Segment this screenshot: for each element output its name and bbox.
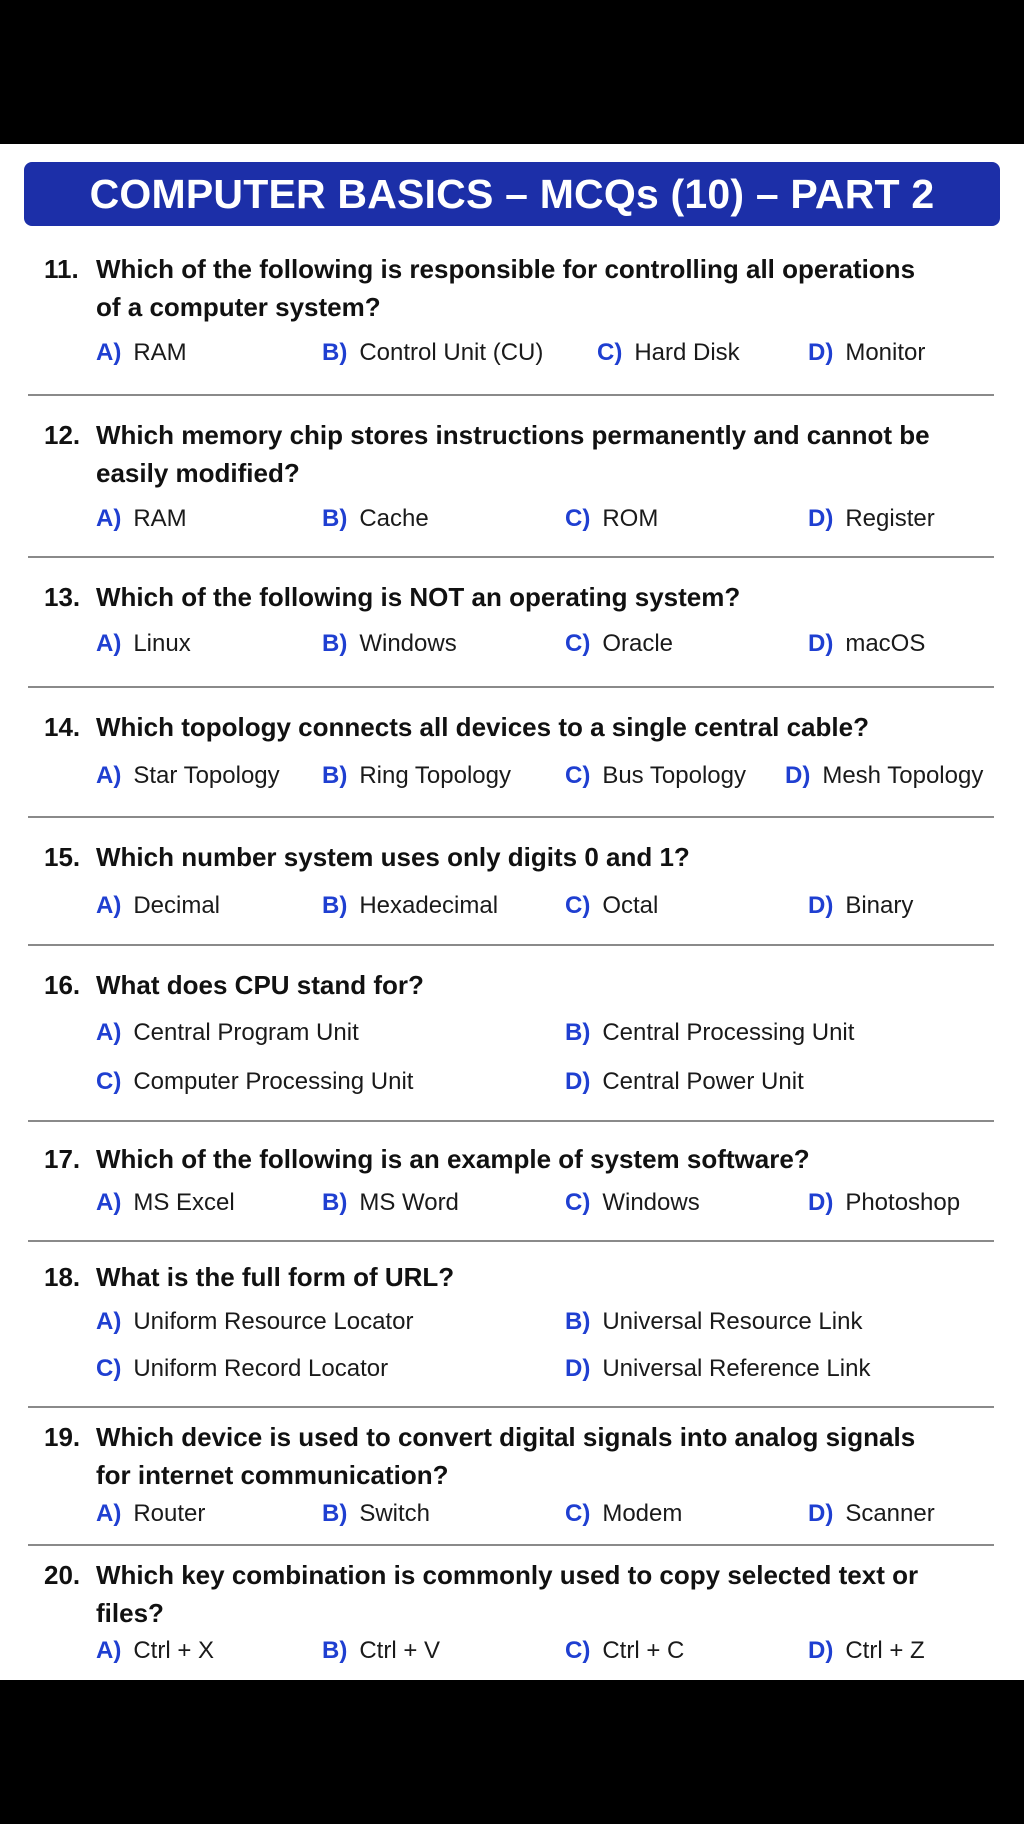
option-key: A) (96, 505, 122, 532)
option-text: ROM (602, 505, 659, 532)
question-number: 11. (44, 254, 79, 284)
option-text: Bus Topology (602, 762, 746, 789)
mcq-sheet (0, 144, 1024, 1680)
divider (28, 1240, 994, 1242)
option-text: Central Processing Unit (602, 1019, 855, 1046)
option-c[interactable] (565, 760, 746, 792)
divider (28, 944, 994, 946)
option-b[interactable] (322, 337, 543, 369)
question-text: Which of the following is responsible for controlling all operations of a computer system? (96, 254, 916, 322)
question-text: Which of the following is an example of system software? (96, 1144, 810, 1174)
question-number: 17. (44, 1144, 81, 1174)
question-number: 20. (44, 1560, 81, 1590)
option-text: Router (133, 1500, 206, 1527)
option-d[interactable] (808, 1635, 925, 1667)
option-text: Ctrl + C (602, 1637, 685, 1664)
option-key: C) (565, 505, 591, 532)
option-b[interactable] (322, 760, 511, 792)
option-text: Ctrl + Z (845, 1637, 925, 1664)
option-key: B) (322, 630, 348, 657)
option-a[interactable] (96, 1635, 214, 1667)
option-key: A) (96, 630, 122, 657)
option-text: RAM (133, 505, 187, 532)
option-c[interactable] (565, 1635, 684, 1667)
option-key: B) (322, 505, 348, 532)
option-text: Photoshop (845, 1189, 961, 1216)
option-text: Central Power Unit (602, 1068, 804, 1095)
question-number: 15. (44, 842, 81, 872)
option-key: A) (96, 339, 122, 366)
option-key: B) (322, 1637, 348, 1664)
option-key: A) (96, 1637, 122, 1664)
option-key: D) (808, 1637, 834, 1664)
option-b[interactable] (565, 1017, 854, 1049)
option-a[interactable] (96, 1017, 359, 1049)
option-a[interactable] (96, 760, 280, 792)
divider (28, 1120, 994, 1122)
option-text: Control Unit (CU) (359, 339, 544, 366)
option-d[interactable] (565, 1353, 870, 1385)
option-text: Cache (359, 505, 429, 532)
divider (28, 1544, 994, 1546)
option-c[interactable] (565, 890, 658, 922)
option-c[interactable] (565, 1498, 682, 1530)
divider (28, 1406, 994, 1408)
option-key: D) (808, 505, 834, 532)
option-text: Computer Processing Unit (133, 1068, 414, 1095)
option-key: D) (808, 339, 834, 366)
option-text: Central Program Unit (133, 1019, 359, 1046)
option-key: D) (808, 892, 834, 919)
divider (28, 686, 994, 688)
option-a[interactable] (96, 337, 187, 369)
question-number: 12. (44, 420, 81, 450)
option-text: macOS (845, 630, 926, 657)
option-d[interactable] (808, 890, 913, 922)
option-text: Ctrl + X (133, 1637, 215, 1664)
option-c[interactable] (565, 503, 658, 535)
option-text: Octal (602, 892, 659, 919)
option-b[interactable] (322, 1187, 459, 1219)
option-text: Monitor (845, 339, 926, 366)
option-b[interactable] (565, 1306, 862, 1338)
option-text: Universal Resource Link (602, 1308, 863, 1335)
option-key: C) (565, 1500, 591, 1527)
divider (28, 556, 994, 558)
option-key: D) (808, 1189, 834, 1216)
question-text: Which of the following is NOT an operating system? (96, 582, 741, 612)
question-number: 13. (44, 582, 81, 612)
option-d[interactable] (785, 760, 983, 792)
option-text: Windows (602, 1189, 700, 1216)
option-a[interactable] (96, 503, 187, 535)
option-key: B) (322, 762, 348, 789)
option-key: C) (565, 1189, 591, 1216)
option-text: Decimal (133, 892, 221, 919)
option-text: Windows (359, 630, 457, 657)
option-b[interactable] (322, 503, 429, 535)
option-key: C) (565, 630, 591, 657)
option-d[interactable] (808, 1498, 935, 1530)
question-text: What does CPU stand for? (96, 970, 424, 1000)
question-number: 16. (44, 970, 81, 1000)
question-text: Which number system uses only digits 0 and 1? (96, 842, 690, 872)
divider (28, 394, 994, 396)
option-c[interactable] (565, 1187, 700, 1219)
option-c[interactable] (96, 1353, 388, 1385)
option-a[interactable] (96, 1498, 205, 1530)
option-d[interactable] (565, 1066, 804, 1098)
option-b[interactable] (322, 628, 457, 660)
option-key: C) (96, 1068, 122, 1095)
option-key: C) (565, 1637, 591, 1664)
option-key: D) (785, 762, 811, 789)
option-a[interactable] (96, 628, 191, 660)
option-text: Hard Disk (634, 339, 740, 366)
option-text: Register (845, 505, 935, 532)
option-text: MS Word (359, 1189, 459, 1216)
question-number: 14. (44, 712, 81, 742)
option-key: D) (565, 1068, 591, 1095)
option-key: A) (96, 1189, 122, 1216)
question-number: 18. (44, 1262, 81, 1292)
option-key: D) (808, 1500, 834, 1527)
question-text: Which key combination is commonly used to copy selected text or files? (96, 1560, 919, 1628)
option-b[interactable] (322, 1635, 440, 1667)
option-a[interactable] (96, 1306, 413, 1338)
option-text: Switch (359, 1500, 431, 1527)
option-key: B) (565, 1019, 591, 1046)
option-text: RAM (133, 339, 187, 366)
option-d[interactable] (808, 628, 925, 660)
option-key: D) (565, 1355, 591, 1382)
question-text: Which topology connects all devices to a single central cable? (96, 712, 869, 742)
option-text: Universal Reference Link (602, 1355, 871, 1382)
question-text: Which memory chip stores instructions permanently and cannot be easily modified? (96, 420, 930, 488)
option-text: Star Topology (133, 762, 280, 789)
option-key: C) (565, 892, 591, 919)
question-text: What is the full form of URL? (96, 1262, 455, 1292)
option-text: MS Excel (133, 1189, 235, 1216)
option-key: B) (322, 1500, 348, 1527)
option-text: Linux (133, 630, 191, 657)
option-key: D) (808, 630, 834, 657)
divider (28, 816, 994, 818)
option-d[interactable] (808, 337, 925, 369)
option-b[interactable] (322, 890, 498, 922)
option-key: C) (597, 339, 623, 366)
option-key: B) (322, 892, 348, 919)
option-text: Uniform Record Locator (133, 1355, 389, 1382)
option-key: A) (96, 762, 122, 789)
option-c[interactable] (597, 337, 740, 369)
option-key: B) (322, 1189, 348, 1216)
option-text: Ctrl + V (359, 1637, 441, 1664)
option-text: Binary (845, 892, 914, 919)
option-text: Oracle (602, 630, 674, 657)
option-c[interactable] (565, 628, 673, 660)
option-key: C) (565, 762, 591, 789)
option-d[interactable] (808, 503, 935, 535)
question-text: Which device is used to convert digital signals into analog signals for internet communication? (96, 1422, 916, 1490)
option-text: Mesh Topology (822, 762, 984, 789)
option-text: Uniform Resource Locator (133, 1308, 414, 1335)
option-key: A) (96, 1500, 122, 1527)
option-key: C) (96, 1355, 122, 1382)
option-key: B) (322, 339, 348, 366)
page-title: COMPUTER BASICS – MCQs (10) – PART 2 (24, 162, 1000, 226)
option-key: B) (565, 1308, 591, 1335)
option-key: A) (96, 892, 122, 919)
option-text: Modem (602, 1500, 683, 1527)
option-a[interactable] (96, 1187, 235, 1219)
option-text: Scanner (845, 1500, 935, 1527)
option-b[interactable] (322, 1498, 430, 1530)
option-key: A) (96, 1308, 122, 1335)
option-text: Hexadecimal (359, 892, 499, 919)
option-a[interactable] (96, 890, 220, 922)
option-key: A) (96, 1019, 122, 1046)
option-text: Ring Topology (359, 762, 511, 789)
question-number: 19. (44, 1422, 81, 1452)
option-c[interactable] (96, 1066, 413, 1098)
option-d[interactable] (808, 1187, 960, 1219)
